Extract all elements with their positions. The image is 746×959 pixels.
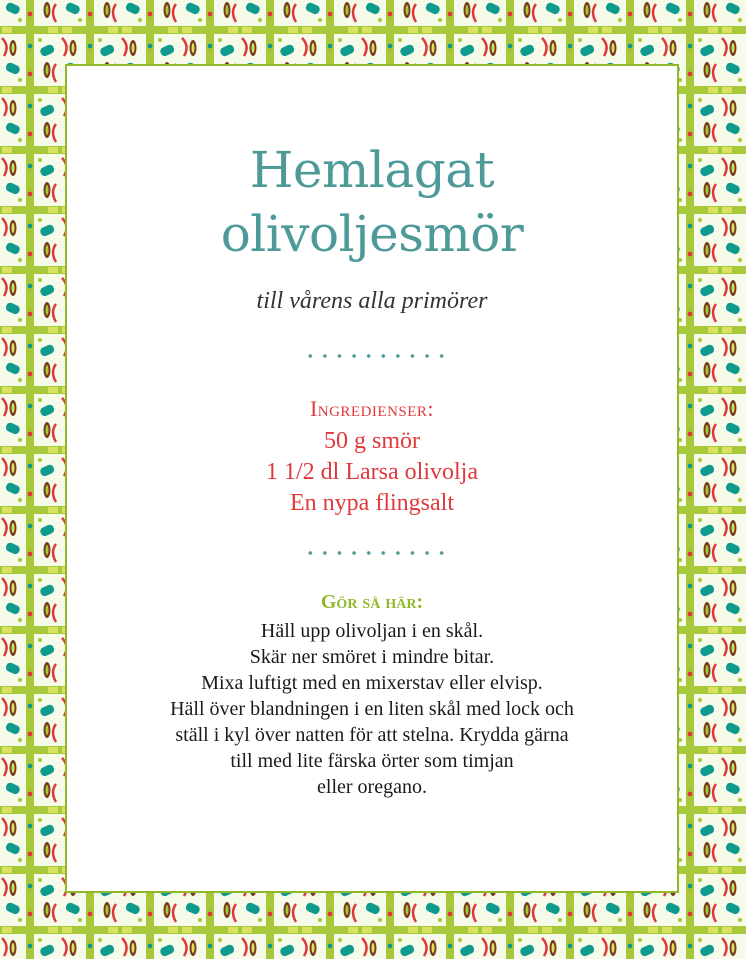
method-steps [107,618,637,800]
ingredient-item: 1 1/2 dl Larsa olivolja [266,459,478,485]
title-line-1: Hemlagat [249,141,495,199]
ingredient-item: 50 g smör [324,428,420,454]
method-line: Häll över blandningen i en liten skål med lock och [170,698,574,720]
method-line: Mixa luftigt med en mixerstav eller elvisp. [201,672,543,694]
ingredient-item: En nypa flingsalt [290,490,454,516]
method-line: Skär ner smöret i mindre bitar. [249,646,495,668]
dotted-divider-icon [303,550,449,556]
method-line: till med lite färska örter som timjan [230,750,514,772]
ingredients-heading: Ingredienser: [309,396,435,421]
recipe-subtitle: till vårens alla primörer [256,288,488,314]
method-line: Häll upp olivoljan i en skål. [260,620,484,642]
ingredients-list [67,426,677,519]
dotted-divider-icon [303,353,449,359]
method-line: ställ i kyl över natten för att stelna. Krydda gärna [175,724,569,746]
method-heading: Gör så här: [320,591,424,613]
recipe-title [67,138,677,266]
recipe-card [65,64,679,893]
title-line-2: olivoljesmör [220,205,524,263]
method-line: eller oregano. [317,776,427,798]
